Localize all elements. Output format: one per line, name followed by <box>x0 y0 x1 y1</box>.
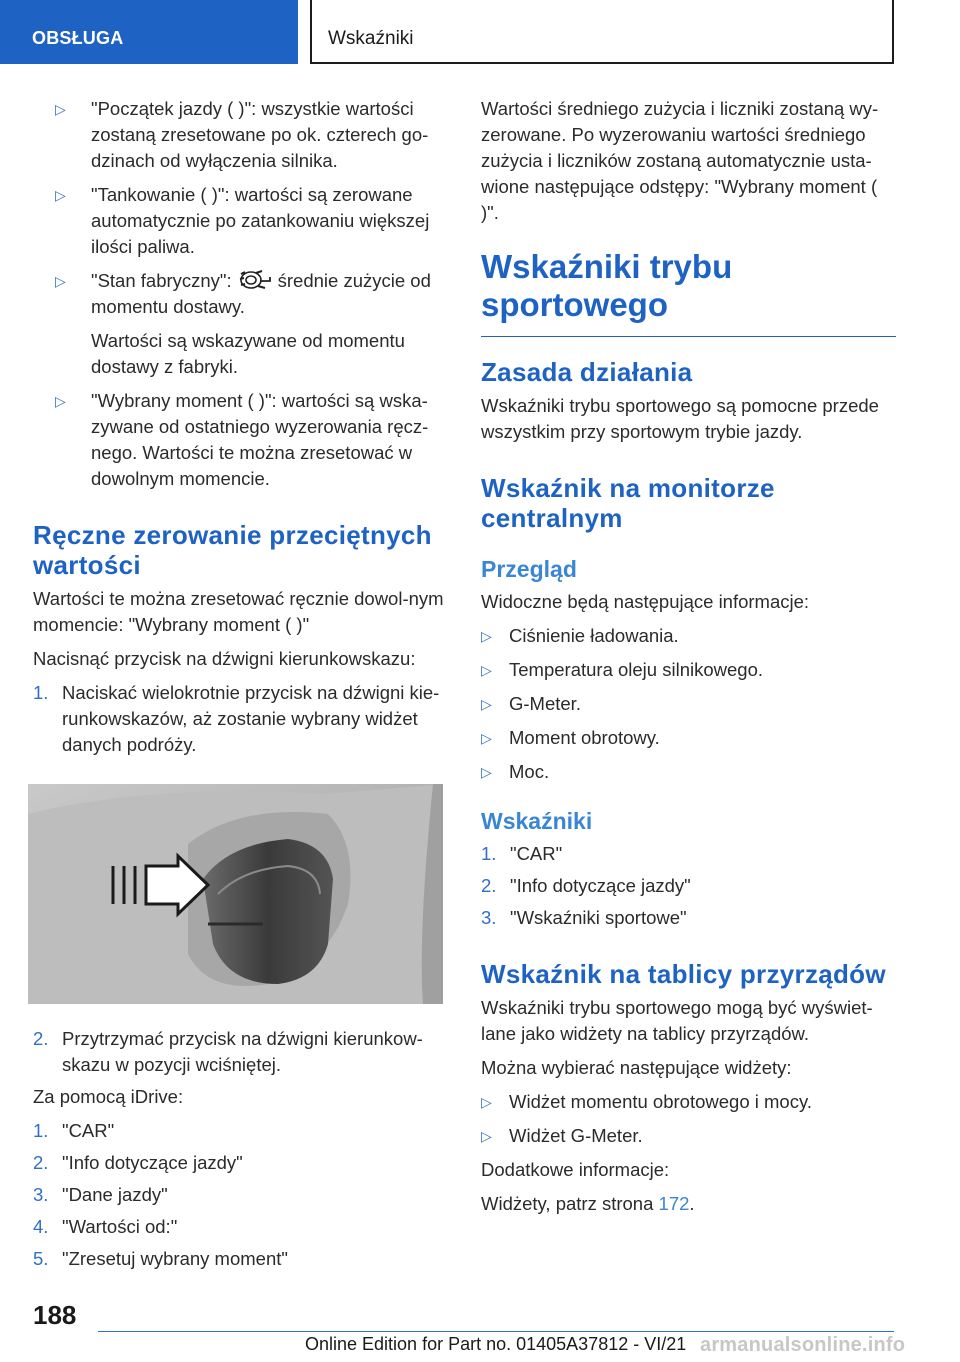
triangle-bullet-icon: ▷ <box>55 273 66 289</box>
section-heading: Wskaźnik na monitorze centralnym <box>481 473 775 533</box>
bullet-text: Widżet momentu obrotowego i mocy. <box>509 1091 812 1112</box>
step-text: "CAR" <box>62 1120 115 1141</box>
list-item <box>481 657 896 683</box>
bullet-text-end: średnie zużycie od momentu dostawy. <box>91 270 431 317</box>
cross-reference-text: Widżety, patrz strona <box>481 1193 654 1214</box>
step-text: "Info dotyczące jazdy" <box>62 1152 243 1173</box>
paragraph: Wskaźniki trybu sportowego są pomocne przede wszystkim przy sportowym trybie jazdy. <box>481 395 879 442</box>
bullet-text: Temperatura oleju silnikowego. <box>509 659 763 680</box>
cross-reference-end: . <box>689 1193 695 1214</box>
paragraph: Widoczne będą następujące informacje: <box>481 591 810 612</box>
bullet-text: Moment obrotowy. <box>509 727 660 748</box>
step-number: 2. <box>33 1152 49 1173</box>
list-item <box>33 268 445 320</box>
paragraph: Wskaźniki trybu sportowego mogą być wyświet-lane jako widżety na tablicy przyrządów. <box>481 997 873 1044</box>
step-item <box>33 1182 445 1208</box>
bullet-text: "Początek jazdy ( )": wszystkie wartości zostaną zresetowane po ok. czterech go-dzinach od wyłączenia silnika. <box>91 98 429 171</box>
triangle-bullet-icon: ▷ <box>481 662 492 678</box>
section-heading: Ręczne zerowanie przeciętnych wartości <box>33 520 432 580</box>
list-item <box>33 182 445 260</box>
triangle-bullet-icon: ▷ <box>55 187 66 203</box>
watermark: armanualsonline.info <box>700 1334 906 1356</box>
step-number: 4. <box>33 1216 49 1237</box>
section-label: OBSŁUGA <box>32 28 124 48</box>
list-item <box>481 725 896 751</box>
step-number: 1. <box>33 682 49 703</box>
section-heading: Wskaźnik na tablicy przyrządów <box>481 959 886 989</box>
step-text: "Wskaźniki sportowe" <box>510 907 687 928</box>
cross-reference <box>481 1191 896 1217</box>
bullet-text: G-Meter. <box>509 693 581 714</box>
bullet-text: "Tankowanie ( )": wartości są zerowane automatycznie po zatankowaniu większej ilości paliwa. <box>91 184 430 257</box>
chapter-heading: Wskaźniki trybu sportowego <box>481 248 733 323</box>
list-item <box>481 623 896 649</box>
step-number: 1. <box>481 843 497 864</box>
step-text: "CAR" <box>510 843 563 864</box>
list-item <box>33 96 445 174</box>
list-item <box>481 691 896 717</box>
bullet-text: Ciśnienie ładowania. <box>509 625 679 646</box>
heading-divider <box>481 336 896 337</box>
step-number: 2. <box>33 1028 49 1049</box>
step-item <box>33 680 445 758</box>
paragraph: Można wybierać następujące widżety: <box>481 1057 792 1078</box>
step-number: 2. <box>481 875 497 896</box>
paragraph: Dodatkowe informacje: <box>481 1159 670 1180</box>
step-item <box>33 1026 445 1078</box>
paragraph: Nacisnąć przycisk na dźwigni kierunkowskazu: <box>33 648 416 669</box>
bullet-text: Moc. <box>509 761 550 782</box>
left-column <box>33 96 445 1278</box>
paragraph: Za pomocą iDrive: <box>33 1086 184 1107</box>
step-number: 1. <box>33 1120 49 1141</box>
step-item <box>33 1150 445 1176</box>
paragraph: Wartości te można zresetować ręcznie dowol-nym momencie: "Wybrany moment ( )" <box>33 588 444 635</box>
step-text: "Dane jazdy" <box>62 1184 168 1205</box>
step-number: 3. <box>481 907 497 928</box>
list-item <box>481 759 896 785</box>
triangle-bullet-icon: ▷ <box>481 696 492 712</box>
step-item <box>481 841 896 867</box>
subsection-heading: Wskaźniki <box>481 808 593 834</box>
triangle-bullet-icon: ▷ <box>481 1094 492 1110</box>
tire-icon <box>238 270 272 290</box>
edition-text: Online Edition for Part no. 01405A37812 - VI/21 <box>305 1334 687 1354</box>
triangle-bullet-icon: ▷ <box>55 393 66 409</box>
section-heading: Zasada działania <box>481 357 693 387</box>
paragraph: Wartości średniego zużycia i liczniki zostaną wy-zerowane. Po wyzerowaniu wartości średniego zużycia i liczników zostaną automatycznie usta-wione następujące odstępy: "Wybrany moment ( )". <box>481 98 879 223</box>
right-column <box>481 96 896 1225</box>
footer-divider <box>98 1331 894 1332</box>
triangle-bullet-icon: ▷ <box>481 764 492 780</box>
page-link[interactable]: 172 <box>658 1193 690 1214</box>
page-number: 188 <box>33 1300 77 1330</box>
list-item <box>33 388 445 492</box>
bullet-text: "Stan fabryczny": <box>91 270 232 291</box>
step-item <box>33 1246 445 1272</box>
step-text: "Zresetuj wybrany moment" <box>62 1248 288 1269</box>
step-item <box>481 873 896 899</box>
triangle-bullet-icon: ▷ <box>481 1128 492 1144</box>
step-text: "Info dotyczące jazdy" <box>510 875 691 896</box>
turn-signal-lever-image <box>28 784 443 1004</box>
step-number: 5. <box>33 1248 49 1269</box>
triangle-bullet-icon: ▷ <box>481 628 492 644</box>
step-item <box>481 905 896 931</box>
chapter-label: Wskaźniki <box>328 28 414 49</box>
step-text: Naciskać wielokrotnie przycisk na dźwigni kie-runkowskazów, aż zostanie wybrany widżet danych podróży. <box>62 682 440 755</box>
bullet-text: Widżet G-Meter. <box>509 1125 643 1146</box>
list-item <box>481 1123 896 1149</box>
subsection-heading: Przegląd <box>481 556 577 582</box>
step-text: Przytrzymać przycisk na dźwigni kierunkow-skazu w pozycji wciśniętej. <box>62 1028 423 1075</box>
list-item <box>481 1089 896 1115</box>
chapter-tab[interactable] <box>310 0 894 64</box>
triangle-bullet-icon: ▷ <box>55 101 66 117</box>
section-tab[interactable] <box>0 0 298 64</box>
step-item <box>33 1118 445 1144</box>
bullet-text: "Wybrany moment ( )": wartości są wska-zywane od ostatniego wyzerowania ręcz-nego. Wartości te można zresetować w dowolnym momencie. <box>91 390 429 489</box>
triangle-bullet-icon: ▷ <box>481 730 492 746</box>
step-text: "Wartości od:" <box>62 1216 178 1237</box>
bullet-note: Wartości są wskazywane od momentu dostawy z fabryki. <box>91 330 405 377</box>
step-item <box>33 1214 445 1240</box>
step-number: 3. <box>33 1184 49 1205</box>
